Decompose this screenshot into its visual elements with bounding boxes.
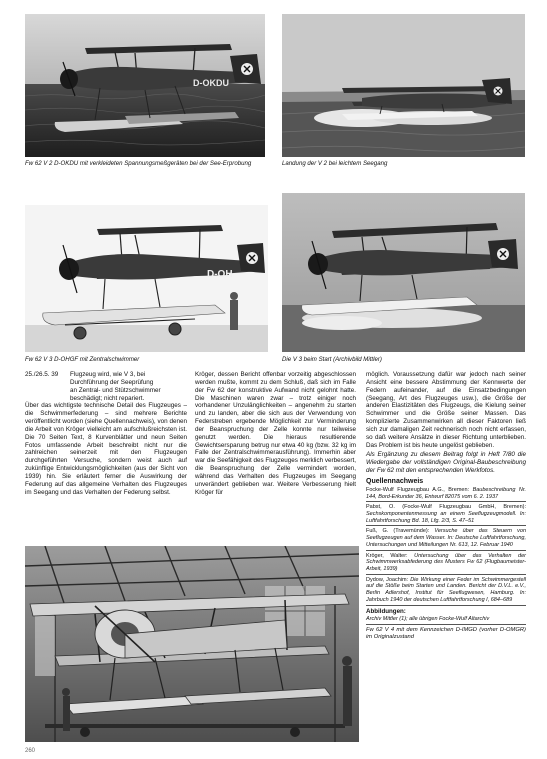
chronology-line: beschädigt; nicht repariert. xyxy=(70,394,145,402)
text-column-2 xyxy=(195,371,356,497)
body-paragraph: möglich. Voraussetzung dafür war jedoch nach seiner Ansicht eine bessere Abstimmung der Kennwerte der Federn aufeinander, auf die Einsatzbedingungen (Seegang, Art des Flugzeuges usw.), die Größe der anderen Elastizitäten des Flugzeugs, die Kielung seiner Schwimmer und die Größe seiner Massen. Das komplizierte Zusammenwirken all dieser Faktoren ließ sich zur damaligen Zeit rechnerisch noch nicht erfassen, so daß weitere Ansätze in dieser Richtung unterblieben. Das Problem ist bis heute ungelöst geblieben. xyxy=(366,371,526,449)
photo-fw62-v2-landing xyxy=(282,14,525,157)
caption-photo5: Fw 62 V 4 mit dem Kennzeichen D-IMGD (vorher D-OMGR) im Originalzustand xyxy=(366,626,526,640)
chronology-line: Flugzeug wird, wie V 3, bei xyxy=(70,371,146,378)
chronology-line: an Zentral- und Stützschwimmer xyxy=(70,386,161,394)
page-number: 260 xyxy=(25,748,36,754)
illustrations-credit: Archiv Mittler (1); alle übrigen Focke-Wulf Altarchiv xyxy=(366,615,526,625)
chronology-date: 25./26.5. 39 xyxy=(25,371,59,378)
sources-heading: Quellennachweis xyxy=(366,477,424,485)
illustrations-heading: Abbildungen: xyxy=(366,607,406,615)
text-column-3 xyxy=(366,371,526,641)
source-item: Pabst, O. (Focke-Wulf Flugzeugbau GmbH, Bremen): Sechskomponentenmessung an einem Seeflugzeugmodell. In: Luftfahrtforschung Bd. 18, Lfg. 2/3, S. 47–51 xyxy=(366,503,526,526)
text-column-1 xyxy=(25,371,187,497)
photo-fw62-v4-hangar xyxy=(25,546,359,742)
chronology-entry xyxy=(25,371,187,402)
body-paragraph: Kröger, dessen Bericht offenbar vorzeitig abgeschlossen werden mußte, kommt zu dem Schluß, daß sich im Falle der Fw 62 der konstruktive Aufwand nicht gelohnt hatte. Die Maschinen waren zwar – trotz einiger noch vorhandener Unzulänglichkeiten – angenehm zu starten und zu landen, aber die sich aus der Verwendung von Federstreben ergebende Möglichkeit zur Verminderung der Beanspruchung der Zelle konnte nur teilweise genutzt werden. Die hieraus resultierende Gewichtsersparung betrug nur etwa 40 kg (bzw. 32 kg im Falle der Zentralschwimmerausführung). Immerhin aber war die Seefähigkeit des Flugzeuges merklich verbessert, die Beanspruchung der Zelle vermindert worden, während das Verhalten des Flugzeuges im Seegang unverändert geblieben war. Weitere Verbesserung hielt Kröger für xyxy=(195,371,356,496)
photo-fw62-v3-central-float xyxy=(25,205,268,352)
chronology-line: Durchführung der Seeprüfung xyxy=(70,378,154,386)
photo-fw62-v2-sea-trial xyxy=(25,14,265,157)
aircraft-registration-v3: D-OH xyxy=(207,269,233,280)
aircraft-registration-v2: D-OKDU xyxy=(193,78,229,88)
caption-photo2: Landung der V 2 bei leichtem Seegang xyxy=(282,160,388,167)
source-item: Fuß, G. (Travemünde): Versuche über das Steuern von Seeflugzeugen auf dem Wasser. In: Deutsche Luftfahrtforschung, Untersuchungen und Mitteilungen Nr. 613, 12. Februar 1940 xyxy=(366,527,526,550)
caption-photo3: Fw 62 V 3 D-OHGF mit Zentralschwimmer xyxy=(25,356,140,363)
caption-photo4: Die V 3 beim Start (Archivbild Mittler) xyxy=(282,356,382,363)
supplement-note: Als Ergänzung zu diesem Beitrag folgt in Heft 7/80 die Wiedergabe der vollständigen Original-Baubeschreibung der Fw 62 mit den entsprechenden Werkfotos. xyxy=(366,451,526,475)
photo-fw62-v3-takeoff xyxy=(282,193,525,352)
source-item: Dydow, Joachim: Die Wirkung einer Feder im Schwimmergestell auf die Stöße beim Starten und Landen. Bericht der D.V.L. e.V., Berlin Adlershof, Institut für Seeflugwesen, Hamburg. In: Jahrbuch 1940 der deutschen Luftfahrtforschung I, 684–689 xyxy=(366,576,526,606)
source-item: Focke-Wulf Flugzeugbau A.G., Bremen: Baubeschreibung Nr. 144, Bord-Erkunder 36, Entwurf 82075 vom 6. 2. 1937 xyxy=(366,486,526,502)
source-item: Kröger, Walter: Untersuchung über das Verhalten der Schwimmwerksabfederung des Musters Fw 62 (Flugbaumeister-Arbeit, 1939) xyxy=(366,552,526,575)
caption-photo1: Fw 62 V 2 D-OKDU mit verkleideten Spannungsmeßgeräten bei der See-Erprobung xyxy=(25,160,252,167)
body-paragraph: Über das wichtigste technische Detail des Flugzeuges – die Schwimmerfederung – sind mehrere Berichte veröffentlicht worden (siehe Quellennachweis), von denen die Arbeit von Kröger vielleicht am aufschlußreichsten ist. Die 70 Seiten Text, 8 Kurvenblätter und neun Seiten Fotos umfassende Arbeit beschreibt nicht nur die zahlreichen seinerzeit mit den Flugzeugen durchgeführten Versuche, sondern weist auch auf zukünftige Entwicklungsmöglichkeiten (aus der Sicht von 1939) hin. Sie erläutert ferner die Auswirkung der Federung auf das allgemeine Verhalten des Flugzeuges im Seegang und das Verhalten der Federung selbst. xyxy=(25,402,187,496)
